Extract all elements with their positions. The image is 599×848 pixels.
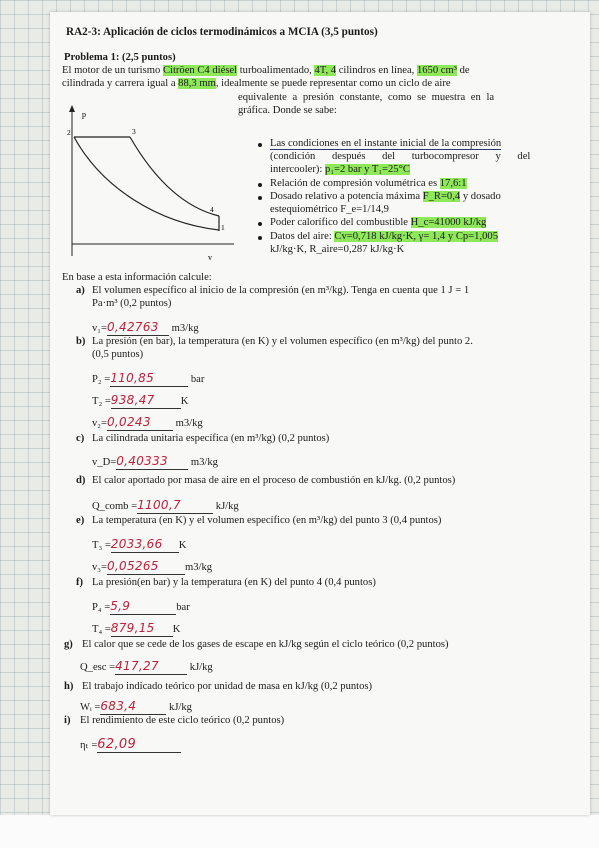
answer-p4-row: P₄ =5,9 bar (92, 599, 190, 613)
answer-wi-row: Wᵢ =683,4 kJ/kg (80, 699, 192, 713)
question-d-label: d) (76, 475, 86, 486)
question-c-text-1: La cilindrada unitaria específica (en m³/kg) (0,2 puntos) (92, 433, 330, 444)
answer-v1-row: v₁=0,42763 m3/kg (92, 320, 199, 334)
condition-2: Relación de compresión volumétrica es 17,6:1 (270, 178, 467, 189)
answer-t2-row: T₂ =938,47 K (92, 393, 189, 407)
answer-qcomb-value: 1100,7 (137, 498, 181, 512)
process-3-4-expansion (130, 137, 219, 216)
point-4-label: 4 (210, 205, 214, 214)
answer-qesc-row: Q_esc =417,27 kJ/kg (80, 659, 213, 673)
bullet (258, 222, 262, 226)
questions-intro: En base a esta información calcule: (62, 272, 212, 283)
bullet (258, 143, 262, 147)
condition-4: Poder calorífico del combustible H_c=41000 kJ/kg (270, 217, 487, 228)
question-b-label: b) (76, 336, 86, 347)
axis-label-v: v (208, 253, 212, 262)
answer-vd-value: 0,40333 (116, 454, 168, 468)
answer-t3-row: T₃ =2033,66 K (92, 537, 187, 551)
answer-qesc-value: 417,27 (115, 659, 159, 673)
answer-p4-value: 5,9 (110, 599, 131, 613)
answer-t3-value: 2033,66 (110, 537, 163, 551)
answer-qcomb-row: Q_comb =1100,7 kJ/kg (92, 498, 239, 512)
intro-line-3: equivalente a presión constante, como se muestra en la (238, 92, 495, 103)
bullet (258, 196, 262, 200)
condition-5-line-1: Datos del aire: Cv=0,718 kJ/kg·K, γ= 1,4 y Cp=1,005 (270, 231, 498, 242)
answer-wi-value: 683,4 (100, 699, 137, 713)
intro-line-2: cilindrada y carrera igual a 88,3 mm, idealmente se puede representar como un ciclo de aire (62, 78, 451, 89)
question-f-text-1: La presión(en bar) y la temperatura (en K) del punto 4 (0,4 puntos) (92, 577, 376, 588)
point-1-label: 1 (221, 223, 225, 232)
intro-line-4: gráfica. Donde se sabe: (238, 105, 337, 116)
question-c-label: c) (76, 433, 85, 444)
table-surface (0, 815, 599, 848)
highlight-car: Citröen C4 diésel (162, 65, 238, 76)
condition-1-line-1: Las condiciones en el instante inicial de la compresión (270, 138, 502, 149)
bullet (258, 183, 262, 187)
question-a-text-2: Pa·m³ (0,2 puntos) (92, 298, 172, 309)
answer-v2-row: v₂=0,0243 m3/kg (92, 415, 203, 429)
answer-t4-value: 879,15 (110, 621, 155, 635)
question-b-text-1: La presión (en bar), la temperatura (en K) y el volumen específico (en m³/kg) del punto 2. (92, 336, 473, 347)
condition-1-line-3: intercooler): p₁=2 bar y T₁=25°C (270, 164, 410, 175)
problem-heading: Problema 1: (2,5 puntos) (64, 52, 176, 63)
answer-eta-value: 62,09 (97, 737, 137, 752)
question-e-label: e) (76, 515, 85, 526)
condition-1-line-2: (condición después del turbocompresor y del (270, 151, 531, 162)
answer-t2-value: 938,47 (110, 393, 155, 407)
question-b-text-2: (0,5 puntos) (92, 349, 144, 360)
process-1-2-compression (74, 137, 219, 230)
answer-vd-row: v_D=0,40333 m3/kg (92, 454, 218, 468)
intro-line-1: El motor de un turismo Citröen C4 diésel turboalimentado, 4T, 4 cilindros en línea, 1650 cm³ de (62, 65, 470, 76)
answer-t4-row: T₄ =879,15 K (92, 621, 181, 635)
question-a-text-1: El volumen específico al inicio de la compresión (en m³/kg). Tenga en cuenta que 1 J = 1 (92, 285, 470, 296)
question-i-text-1: El rendimiento de este ciclo teórico (0,2 puntos) (80, 715, 285, 726)
question-g-label: g) (64, 639, 73, 650)
answer-eta-row: ηₜ =62,09 (80, 739, 181, 753)
question-f-label: f) (76, 577, 84, 588)
bullet (258, 236, 262, 240)
question-a-label: a) (76, 285, 85, 296)
point-2-label: 2 (67, 128, 71, 137)
condition-3-line-2: estequiométrico F_e=1/14,9 (270, 204, 389, 215)
highlight-cilindrada: 1650 cm³ (416, 65, 457, 76)
answer-v3-value: 0,05265 (106, 559, 159, 573)
answer-v2-value: 0,0243 (106, 415, 151, 429)
answer-v3-row: v₃=0,05265 m3/kg (92, 559, 213, 573)
document-title: RA2-3: Aplicación de ciclos termodinámicos a MCIA (3,5 puntos) (66, 26, 378, 38)
question-d-text-1: El calor aportado por masa de aire en el proceso de combustión en kJ/kg. (0,2 puntos) (92, 475, 456, 486)
pv-diagram (58, 104, 236, 264)
highlight-stroke: 88,3 mm (178, 78, 216, 89)
condition-5-line-2: kJ/kg·K, R_aire=0,287 kJ/kg·K (270, 244, 405, 255)
answer-p2-row: P₂ =110,85 bar (92, 371, 205, 385)
question-g-text-1: El calor que se cede de los gases de escape en kJ/kg según el ciclo teórico (0,2 puntos) (82, 639, 449, 650)
question-e-text-1: La temperatura (en K) y el volumen específico (en m³/kg) del punto 3 (0,4 puntos) (92, 515, 442, 526)
question-h-label: h) (64, 681, 74, 692)
question-i-label: i) (64, 715, 71, 726)
condition-3-line-1: Dosado relativo a potencia máxima F_R=0,4 y dosado (270, 191, 501, 202)
answer-v1-value: 0,42763 (106, 320, 159, 334)
highlight-4t: 4T, 4 (314, 65, 337, 76)
axis-label-p: p (82, 110, 86, 119)
answer-p2-value: 110,85 (110, 371, 155, 385)
point-3-label: 3 (132, 127, 136, 136)
question-h-text-1: El trabajo indicado teórico por unidad de masa en kJ/kg (0,2 puntos) (82, 681, 373, 692)
